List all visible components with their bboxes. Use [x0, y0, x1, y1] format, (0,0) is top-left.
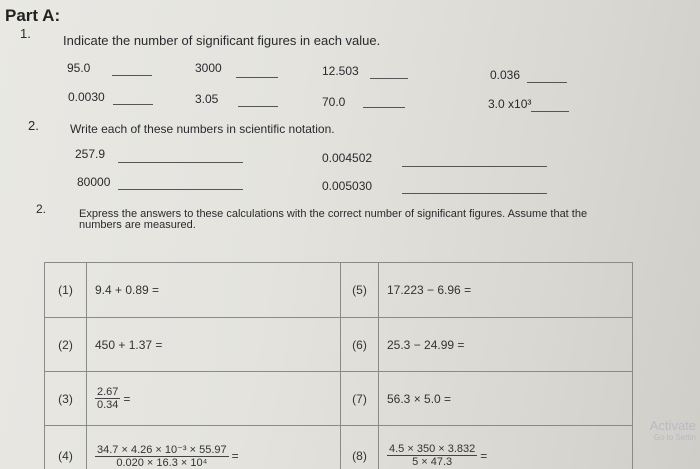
q1-answer-line-1[interactable] — [112, 75, 152, 76]
q2-value-4: 0.005030 — [322, 179, 373, 193]
calculation-expression[interactable] — [87, 426, 341, 469]
q3-instruction-line1: Express the answers to these calculations with the correct number of significant figures. Assume that the — [79, 208, 588, 220]
q1-answer-line-5[interactable] — [113, 104, 153, 105]
q2-answer-line-1[interactable] — [118, 162, 243, 163]
q2-value-3: 80000 — [77, 175, 111, 189]
table-row — [45, 372, 633, 426]
activation-watermark — [650, 418, 696, 442]
equals-sign: = — [231, 448, 239, 463]
q1-value-3: 12.503 — [322, 64, 359, 78]
row-number: (3) — [45, 372, 87, 426]
fraction — [95, 443, 229, 469]
table-row — [45, 426, 633, 469]
q1-value-2: 3000 — [195, 61, 222, 75]
calculation-expression[interactable] — [379, 426, 633, 469]
fraction-denominator: 0.34 — [97, 399, 119, 411]
page-title: Part A: — [5, 6, 61, 25]
calculation-expression[interactable] — [87, 372, 341, 426]
q2-answer-line-3[interactable] — [118, 189, 243, 190]
fraction-numerator: 34.7 × 4.26 × 10⁻³ × 55.97 — [97, 443, 227, 456]
q1-answer-line-8[interactable] — [531, 111, 569, 112]
q1-value-1: 95.0 — [67, 61, 91, 75]
watermark-line1: Activate — [649, 418, 696, 433]
fraction-denominator: 5 × 47.3 — [387, 455, 477, 468]
table-row — [45, 263, 633, 318]
q1-number: 1. — [20, 26, 31, 41]
q1-answer-line-6[interactable] — [238, 106, 278, 107]
fraction-denominator: 0.020 × 16.3 × 10⁴ — [95, 456, 229, 469]
q2-value-1: 257.9 — [75, 147, 106, 161]
q1-value-7: 70.0 — [322, 95, 346, 109]
row-number: (7) — [341, 372, 379, 426]
q1-instruction: Indicate the number of significant figures in each value. — [63, 33, 381, 48]
expression-text: 9.4 + 0.89 = — [95, 283, 160, 297]
q1-answer-line-3[interactable] — [370, 78, 408, 79]
row-number: (1) — [45, 263, 87, 318]
row-number: (4) — [45, 426, 87, 469]
row-number: (2) — [45, 318, 87, 372]
calculation-expression[interactable] — [379, 318, 633, 372]
table-row — [45, 318, 633, 372]
calculation-expression[interactable] — [87, 318, 341, 372]
q2-number: 2. — [28, 118, 39, 133]
row-number: (8) — [341, 426, 379, 469]
fraction — [387, 443, 477, 468]
q2-value-2: 0.004502 — [322, 151, 373, 165]
q1-answer-line-2[interactable] — [236, 77, 278, 78]
fraction — [95, 386, 120, 411]
watermark-line2: Go to Settin — [653, 433, 696, 442]
q2-instruction: Write each of these numbers in scientific notation. — [70, 122, 335, 136]
q1-answer-line-7[interactable] — [363, 107, 405, 108]
q1-value-4: 0.036 — [490, 68, 521, 82]
q1-value-5: 0.0030 — [68, 90, 105, 104]
fraction-numerator: 2.67 — [97, 386, 119, 398]
q2-answer-line-4[interactable] — [402, 193, 547, 194]
expression-text: 56.3 × 5.0 = — [387, 391, 452, 406]
calculation-expression[interactable] — [379, 372, 633, 426]
q1-answer-line-4[interactable] — [527, 82, 567, 83]
q3-number: 2. — [36, 202, 47, 216]
equals-sign: = — [480, 448, 488, 463]
row-number: (6) — [341, 318, 379, 372]
calculation-expression[interactable] — [379, 263, 633, 318]
q2-answer-line-2[interactable] — [402, 166, 547, 167]
fraction-numerator: 4.5 × 350 × 3.832 — [389, 443, 476, 455]
row-number: (5) — [341, 263, 379, 318]
expression-text: 450 + 1.37 = — [95, 337, 163, 352]
q1-value-8: 3.0 x10³ — [488, 97, 532, 111]
calculation-table — [44, 262, 633, 469]
equals-sign: = — [123, 391, 131, 406]
expression-text: 25.3 − 24.99 = — [387, 337, 465, 352]
q1-value-6: 3.05 — [195, 92, 219, 106]
expression-text: 17.223 − 6.96 = — [387, 283, 472, 297]
calculation-expression[interactable] — [87, 263, 341, 318]
q3-instruction-line2: numbers are measured. — [79, 219, 196, 231]
